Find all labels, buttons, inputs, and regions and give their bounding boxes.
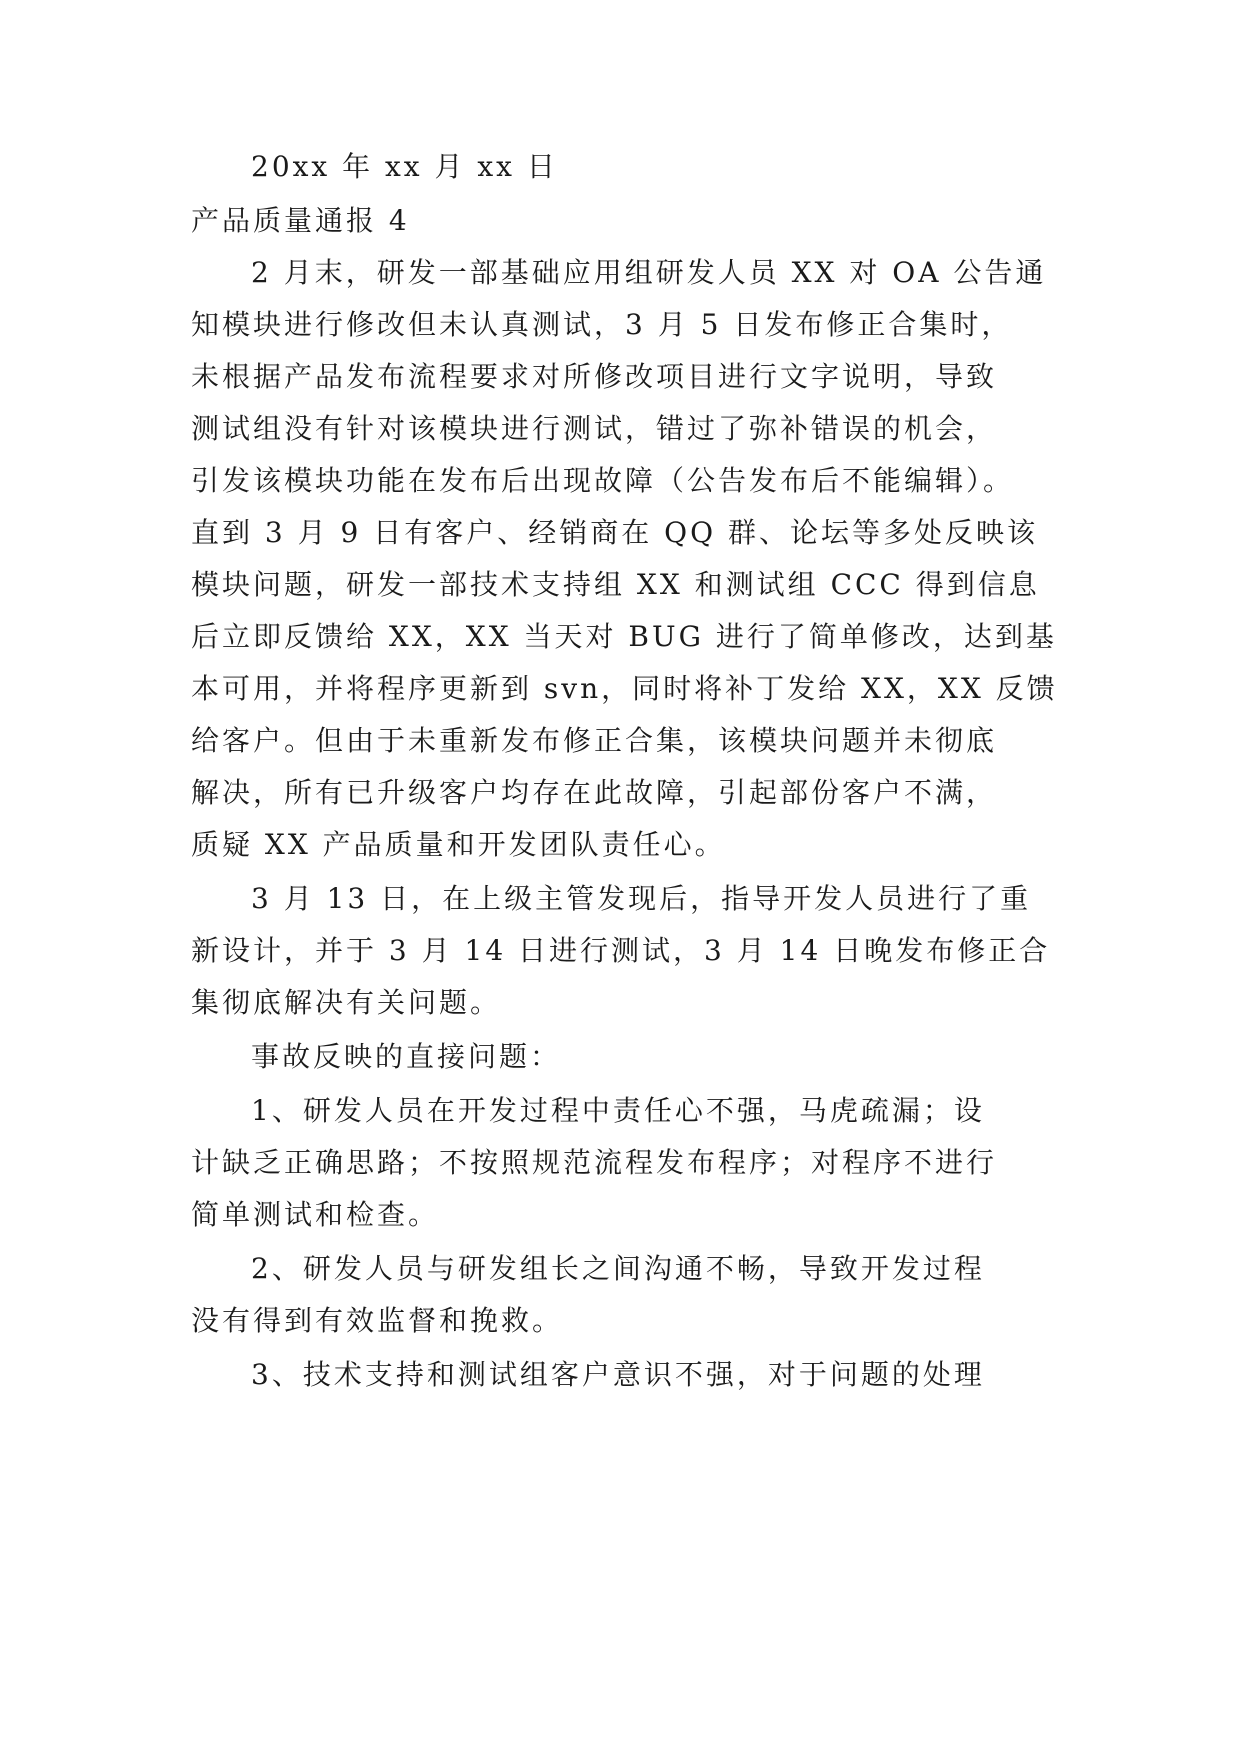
paragraph-line: 3 月 13 日，在上级主管发现后，指导开发人员进行了重 bbox=[251, 882, 1032, 915]
paragraph-line: 集彻底解决有关问题。 bbox=[191, 986, 502, 1019]
list-item-line: 简单测试和检查。 bbox=[191, 1198, 440, 1231]
paragraph-line: 新设计，并于 3 月 14 日进行测试，3 月 14 日晚发布修正合 bbox=[191, 934, 1051, 967]
paragraph-line: 本可用，并将程序更新到 svn，同时将补丁发给 XX，XX 反馈 bbox=[191, 672, 1058, 705]
paragraph-line: 知模块进行修改但未认真测试，3 月 5 日发布修正合集时， bbox=[191, 308, 1013, 341]
paragraph-line: 解决，所有已升级客户均存在此故障，引起部份客户不满， bbox=[191, 776, 998, 809]
paragraph-line: 测试组没有针对该模块进行测试，错过了弥补错误的机会， bbox=[191, 412, 998, 445]
list-item-line: 没有得到有效监督和挽救。 bbox=[191, 1304, 564, 1337]
paragraph-line: 直到 3 月 9 日有客户、经销商在 QQ 群、论坛等多处反映该 bbox=[191, 516, 1038, 549]
paragraph-line: 后立即反馈给 XX，XX 当天对 BUG 进行了简单修改，达到基 bbox=[191, 620, 1057, 653]
date-line: 20xx 年 xx 月 xx 日 bbox=[251, 150, 558, 183]
paragraph-line: 2 月末，研发一部基础应用组研发人员 XX 对 OA 公告通 bbox=[251, 256, 1047, 289]
paragraph-line: 未根据产品发布流程要求对所修改项目进行文字说明，导致 bbox=[191, 360, 998, 393]
paragraph-line: 引发该模块功能在发布后出现故障（公告发布后不能编辑）。 bbox=[191, 464, 1015, 497]
list-item-line: 计缺乏正确思路；不按照规范流程发布程序；对程序不进行 bbox=[191, 1146, 998, 1179]
document-title: 产品质量通报 4 bbox=[191, 204, 410, 237]
section-heading: 事故反映的直接问题： bbox=[251, 1040, 562, 1073]
list-item-line: 2、研发人员与研发组长之间沟通不畅，导致开发过程 bbox=[251, 1252, 985, 1285]
paragraph-line: 给客户。但由于未重新发布修正合集，该模块问题并未彻底 bbox=[191, 724, 998, 757]
paragraph-line: 模块问题，研发一部技术支持组 XX 和测试组 CCC 得到信息 bbox=[191, 568, 1040, 601]
paragraph-line: 质疑 XX 产品质量和开发团队责任心。 bbox=[191, 828, 726, 861]
list-item-line: 1、研发人员在开发过程中责任心不强，马虎疏漏；设 bbox=[251, 1094, 985, 1127]
list-item-line: 3、技术支持和测试组客户意识不强，对于问题的处理 bbox=[251, 1358, 985, 1391]
